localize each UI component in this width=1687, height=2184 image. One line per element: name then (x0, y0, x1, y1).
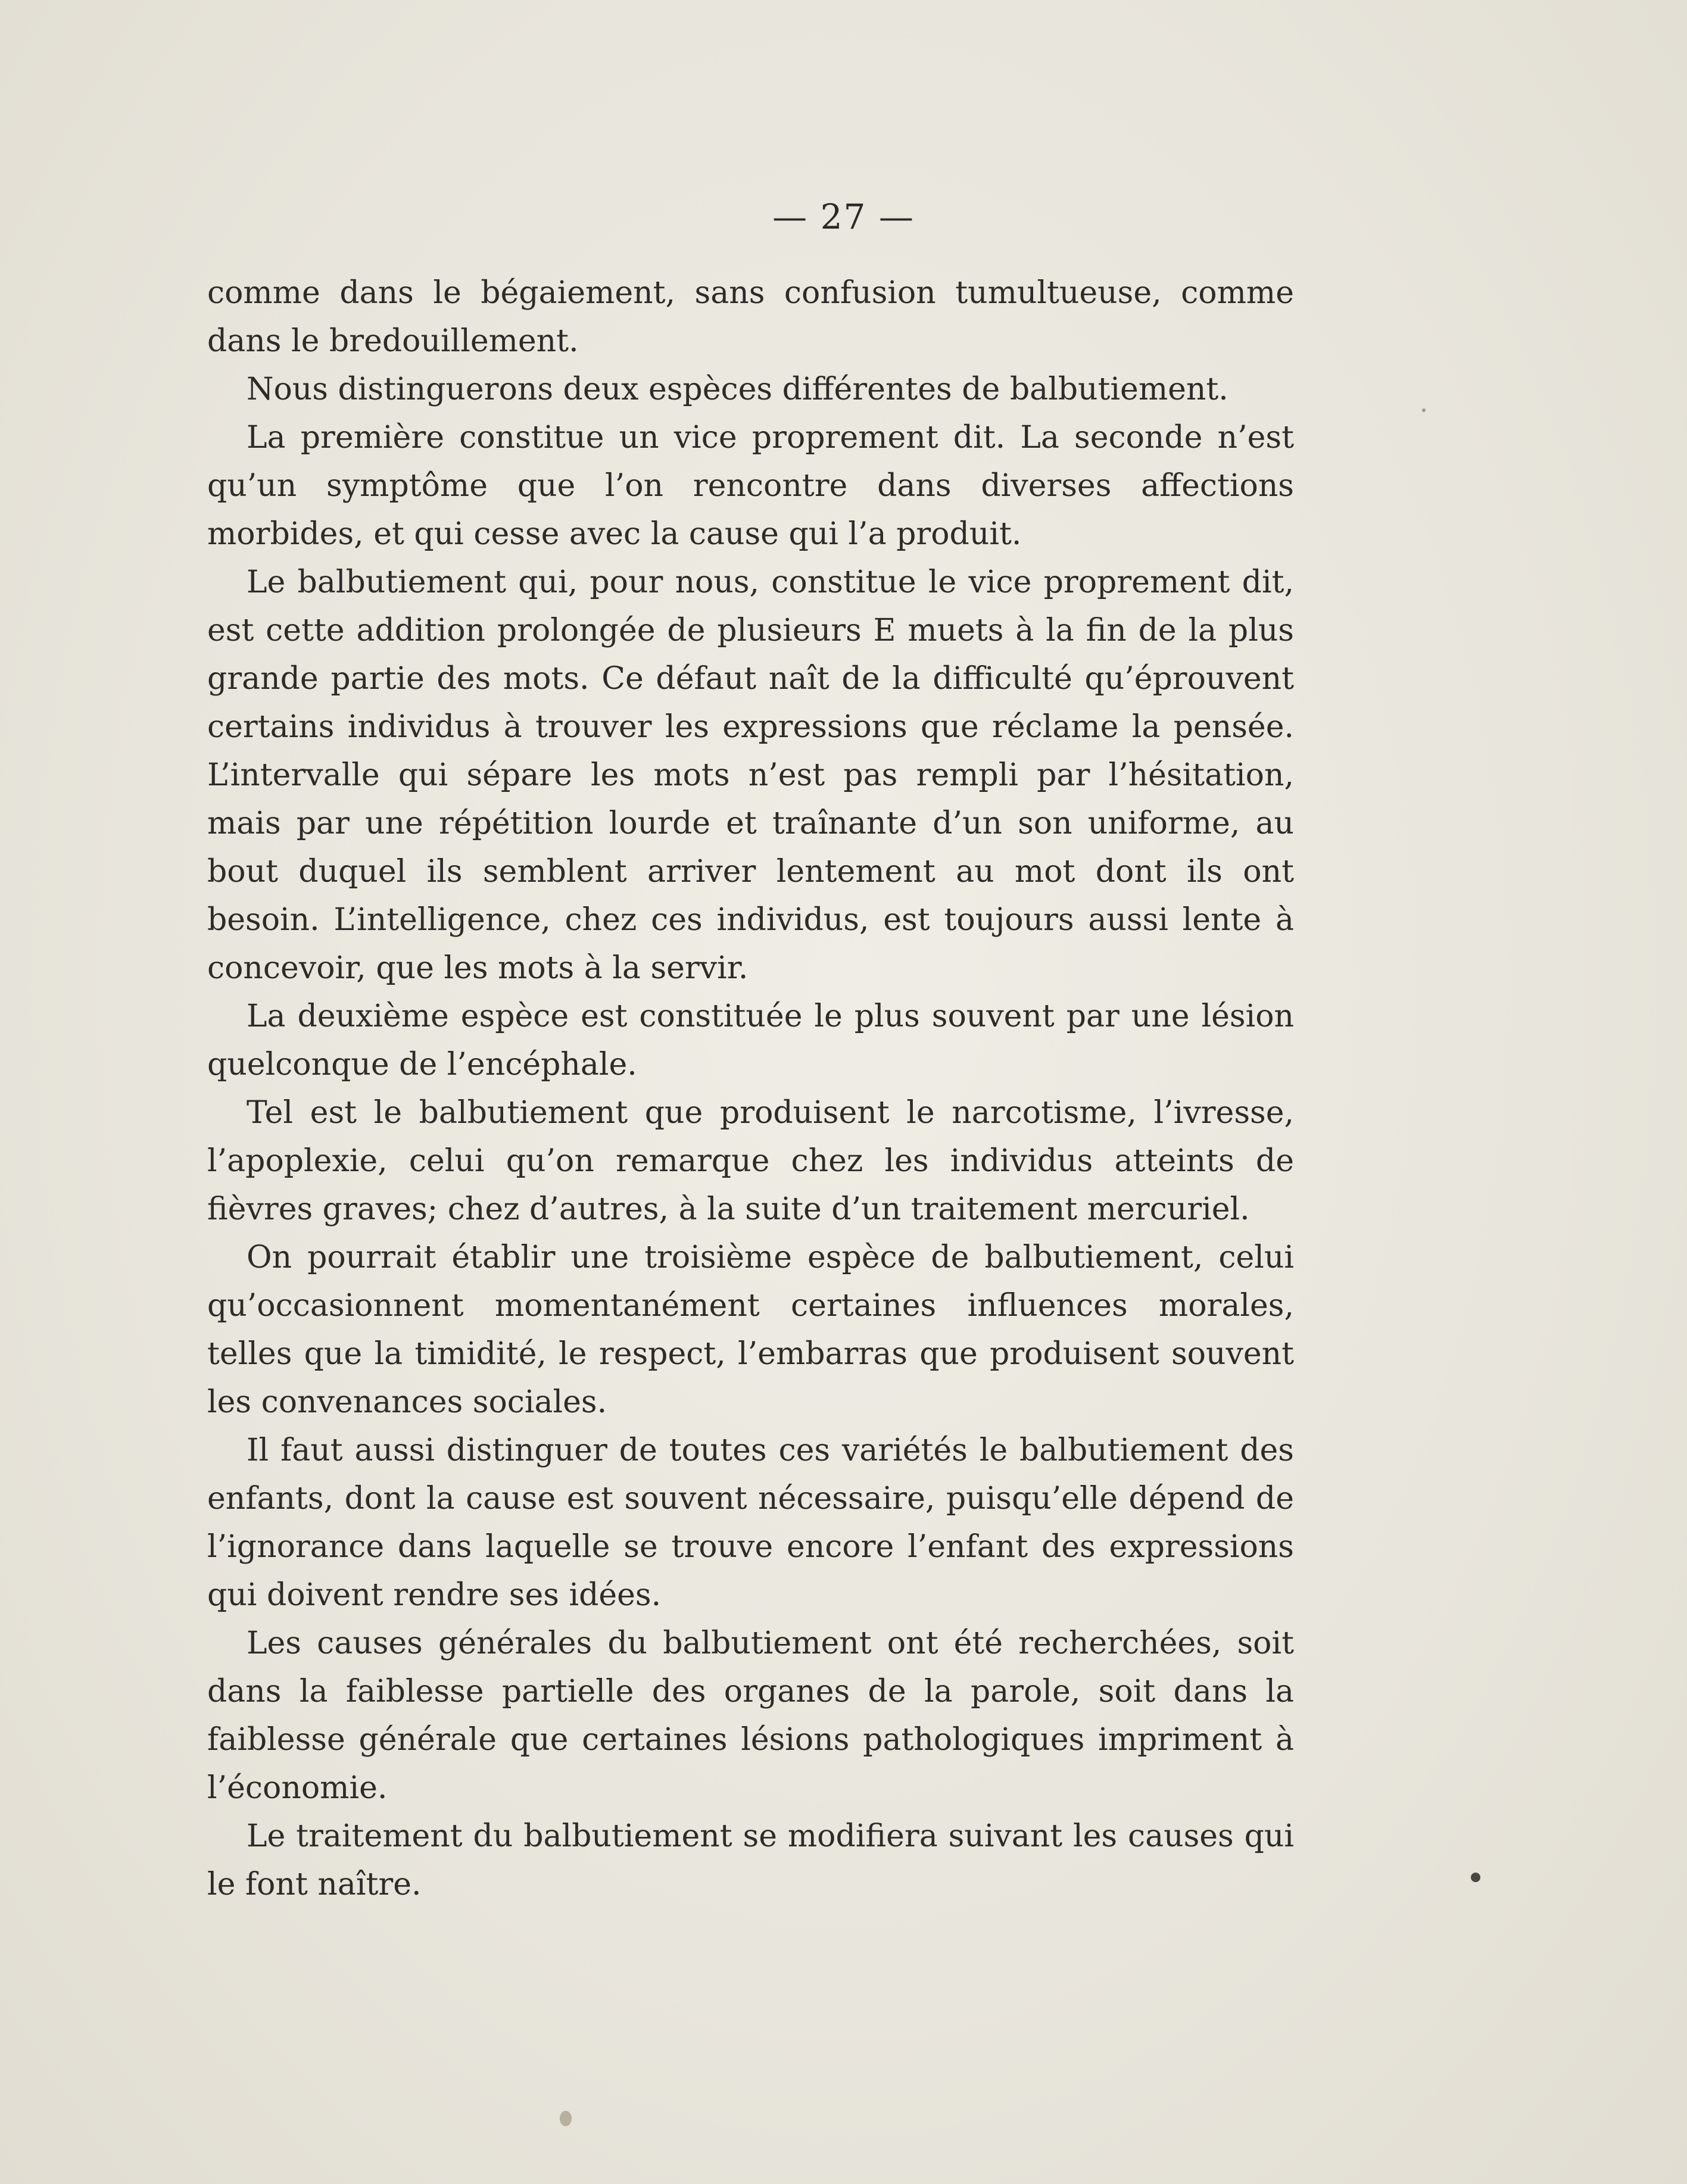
paragraph-2: Nous distinguerons deux espèces différentes de balbutiement. (247, 372, 1228, 407)
paragraph-1: comme dans le bégaiement, sans confusion tumultueuse, comme dans le bredouillement. (207, 275, 1294, 359)
paragraph-4: Le balbutiement qui, pour nous, constitue le vice proprement dit, est cette addition prolongée de plusieurs E muets à la fin de la plus grande partie des mots. Ce défaut naît de la difficulté qu’éprouvent certains individus à trouver les expressions que réclame la pensée. L’intervalle qui sépare les mots n’est pas rempli par l’hésitation, mais par une répétition lourde et traînante d’un son uniforme, au bout duquel ils semblent arriver lentement au mot dont ils ont besoin. L’intelligence, chez ces individus, est toujours aussi lente à concevoir, que les mots à la servir. (207, 564, 1294, 986)
paragraph-7: On pourrait établir une troisième espèce de balbutiement, celui qu’occasionnent momentanément certaines influences morales, telles que la timidité, le respect, l’embarras que produisent souvent les convenances sociales. (207, 1240, 1294, 1420)
page-number: — 27 — (772, 196, 915, 237)
paragraph-9: Les causes générales du balbutiement ont été recherchées, soit dans la faiblesse partielle des organes de la parole, soit dans la faiblesse générale que certaines lésions pathologiques impriment à l’économie. (207, 1625, 1294, 1806)
body-text (207, 269, 1294, 1909)
paper-speck (560, 2111, 572, 2126)
paper-speck (1471, 1873, 1480, 1882)
paragraph-10: Le traitement du balbutiement se modifiera suivant les causes qui le font naître. (207, 1818, 1294, 1902)
paragraph-3: La première constitue un vice proprement dit. La seconde n’est qu’un symptôme que l’on rencontre dans diverses affections morbides, et qui cesse avec la cause qui l’a produit. (207, 420, 1294, 552)
paragraph-8: Il faut aussi distinguer de toutes ces variétés le balbutiement des enfants, dont la cause est souvent nécessaire, puisqu’elle dépend de l’ignorance dans laquelle se trouve encore l’enfant des expressions qui doivent rendre ses idées. (207, 1433, 1294, 1613)
paragraph-6: Tel est le balbutiement que produisent le narcotisme, l’ivresse, l’apoplexie, celui qu’on remarque chez les individus atteints de fièvres graves; chez d’autres, à la suite d’un traitement mercuriel. (207, 1095, 1294, 1227)
paper-speck (1422, 408, 1426, 412)
paragraph-5: La deuxième espèce est constituée le plus souvent par une lésion quelconque de l’encéphale. (207, 999, 1294, 1082)
